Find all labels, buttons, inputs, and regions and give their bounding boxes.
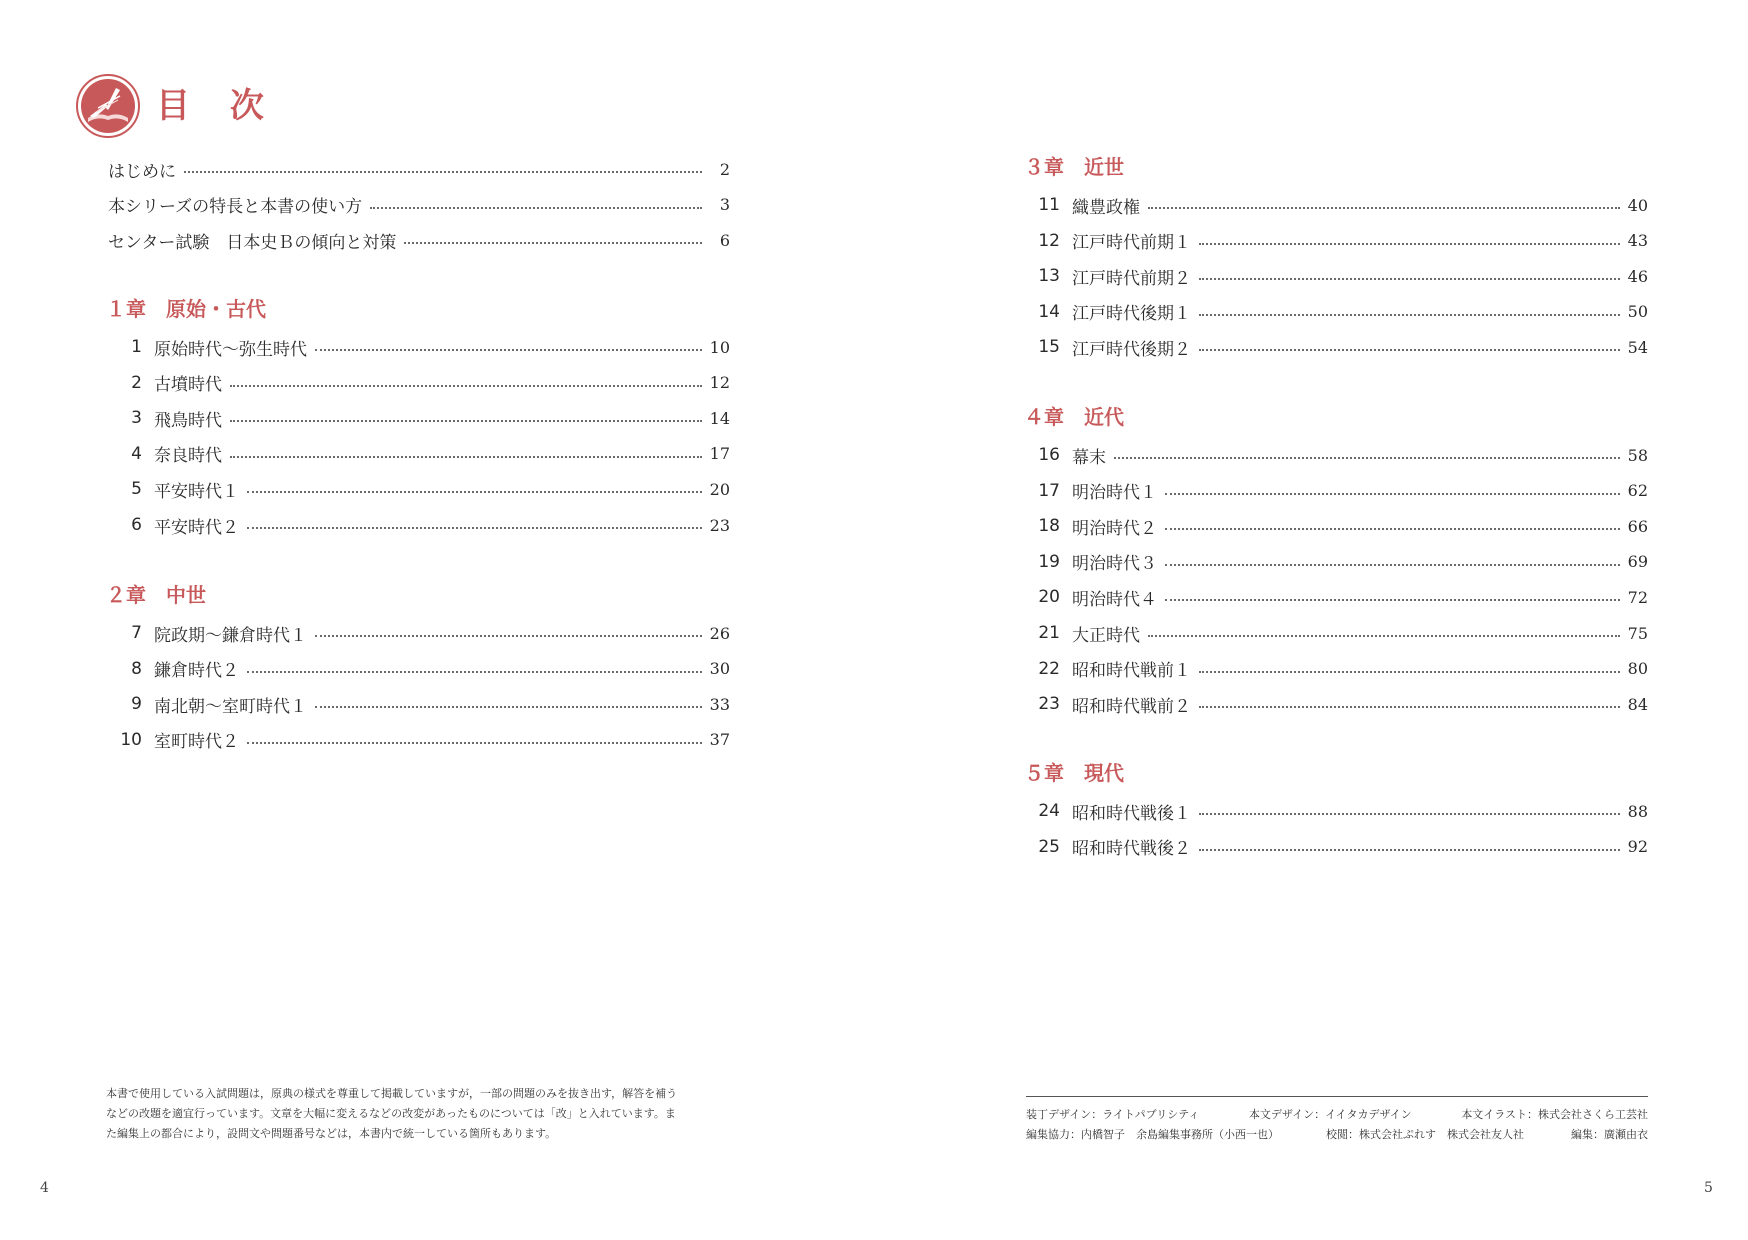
toc-entry-title: 織豊政権 — [1072, 197, 1140, 218]
toc-entry — [1026, 691, 1648, 717]
toc-entry-page: 33 — [709, 694, 730, 714]
chapter-heading: ３章 近世 — [1024, 155, 1124, 179]
chapter-heading: １章 原始・古代 — [106, 297, 266, 321]
toc-leader-dots — [404, 242, 702, 244]
toc-entry-page: 43 — [1627, 231, 1648, 251]
toc-leader-dots — [247, 491, 702, 493]
chapter-heading: ４章 近代 — [1024, 405, 1124, 429]
toc-leader-dots — [1148, 207, 1620, 209]
toc-entry-number: 15 — [1038, 337, 1060, 358]
toc-entry-page: 6 — [719, 230, 730, 250]
toc-entry-title: 南北朝〜室町時代１ — [154, 696, 307, 717]
toc-leader-dots — [315, 635, 702, 637]
toc-entry-page: 23 — [709, 515, 730, 535]
toc-entry-page: 3 — [719, 195, 730, 215]
toc-entry-number: 22 — [1038, 658, 1060, 679]
toc-entry-title: 奈良時代 — [154, 446, 222, 467]
toc-entry — [1026, 299, 1648, 325]
chapter-heading: ２章 中世 — [106, 583, 206, 607]
toc-entry-page: 72 — [1627, 587, 1648, 607]
credit-line — [1026, 1125, 1648, 1145]
toc-entry-title: 明治時代４ — [1072, 589, 1157, 610]
toc-entry-title: 院政期〜鎌倉時代１ — [154, 625, 307, 646]
toc-entry-number: 19 — [1038, 551, 1060, 572]
toc-entry — [1026, 334, 1648, 360]
toc-entry — [1026, 834, 1648, 860]
toc-entry-number: 1 — [131, 337, 142, 357]
toc-entry-page: 92 — [1627, 837, 1648, 857]
toc-leader-dots — [370, 207, 702, 209]
toc-entry — [108, 476, 730, 502]
toc-leader-dots — [1165, 599, 1620, 601]
chapter-heading: ５章 現代 — [1024, 761, 1124, 785]
toc-entry-number: 25 — [1038, 836, 1060, 857]
page-title: 目 次 — [156, 86, 278, 126]
credit-editorial-cooperation: 編集協力：内橋智子 余島編集事務所（小西一也） — [1026, 1128, 1279, 1141]
toc-entry — [1026, 478, 1648, 504]
toc-entry-title: 明治時代３ — [1072, 554, 1157, 575]
toc-entry-page: 80 — [1627, 659, 1648, 679]
toc-entry-page: 30 — [709, 659, 730, 679]
toc-entry — [108, 441, 730, 467]
toc-entry-number: 9 — [131, 694, 142, 715]
toc-entry — [1026, 656, 1648, 682]
toc-entry-number: 7 — [131, 623, 142, 643]
toc-entry-number: 2 — [131, 372, 142, 393]
toc-entry-title: 江戸時代後期２ — [1072, 339, 1191, 360]
toc-entry-number: 20 — [1038, 587, 1060, 608]
toc-entry-number: 8 — [131, 658, 142, 679]
toc-entry-title: 明治時代２ — [1072, 518, 1157, 539]
page-number-left: 4 — [40, 1180, 49, 1196]
credit-illustration: 本文イラスト：株式会社さくら工芸社 — [1461, 1108, 1648, 1121]
toc-entry-number: 6 — [131, 515, 142, 535]
toc-leader-dots — [1199, 813, 1620, 815]
toc-entry-title: 江戸時代前期１ — [1072, 233, 1191, 254]
toc-leader-dots — [247, 742, 702, 744]
toc-entry — [1026, 620, 1648, 646]
toc-entry-page: 20 — [709, 479, 730, 499]
toc-entry-title: 江戸時代後期１ — [1072, 304, 1191, 325]
toc-entry-page: 54 — [1627, 337, 1648, 357]
toc-entry-number: 24 — [1038, 801, 1060, 821]
toc-entry-page: 58 — [1627, 445, 1648, 465]
toc-entry-page: 62 — [1627, 481, 1648, 501]
toc-entry — [108, 656, 730, 682]
toc-entry-page: 84 — [1627, 694, 1648, 714]
book-quill-icon — [76, 74, 140, 138]
toc-entry-title: 昭和時代戦前１ — [1072, 661, 1191, 682]
toc-entry — [1026, 442, 1648, 468]
toc-entry — [1026, 263, 1648, 289]
toc-entry-number: 4 — [131, 443, 142, 464]
toc-entry-number: 3 — [131, 408, 142, 429]
toc-leader-dots — [247, 527, 702, 529]
note-line: 本書で使用している入試問題は，原典の様式を尊重して掲載していますが，一部の問題のみを抜き出す，解答を補う — [106, 1087, 678, 1100]
toc-entry-title: 古墳時代 — [154, 375, 222, 396]
toc-entry-title: 平安時代２ — [154, 517, 239, 538]
toc-entry-number: 21 — [1038, 623, 1060, 643]
toc-entry-number: 23 — [1038, 694, 1060, 715]
right-page — [874, 0, 1748, 1240]
toc-entry — [1026, 584, 1648, 610]
toc-entry-page: 69 — [1627, 552, 1648, 572]
note-line: た編集上の都合により，設問文や問題番号などは，本書内で統一している箇所もあります。 — [106, 1127, 557, 1140]
toc-entry-page: 10 — [709, 337, 730, 357]
toc-leader-dots — [315, 706, 702, 708]
page-number-right: 5 — [1704, 1180, 1713, 1196]
toc-entry-title: 平安時代１ — [154, 481, 239, 502]
toc-entry-page: 88 — [1627, 801, 1648, 821]
toc-entry — [108, 405, 730, 431]
toc-entry-title: 昭和時代戦後２ — [1072, 839, 1191, 860]
credit-body-design: 本文デザイン：イイタカデザイン — [1248, 1108, 1412, 1121]
toc-entry-number: 17 — [1038, 480, 1060, 501]
toc-leader-dots — [1165, 528, 1620, 530]
toc-leader-dots — [1199, 278, 1620, 280]
toc-entry-page: 2 — [719, 159, 730, 179]
toc-entry-page: 17 — [709, 444, 730, 464]
toc-leader-dots — [230, 456, 702, 458]
toc-leader-dots — [184, 171, 702, 173]
toc-entry-title: センター試験 日本史Ｂの傾向と対策 — [108, 232, 397, 253]
editorial-note — [106, 1084, 730, 1144]
toc-entry-number: 5 — [131, 479, 142, 500]
toc-entry — [1026, 798, 1648, 824]
toc-leader-dots — [1199, 849, 1620, 851]
toc-entry-page: 14 — [709, 408, 730, 428]
toc-leader-dots — [315, 349, 702, 351]
toc-leader-dots — [1148, 635, 1620, 637]
toc-entry — [108, 156, 730, 182]
toc-leader-dots — [1199, 671, 1620, 673]
toc-entry-number: 18 — [1038, 516, 1060, 537]
toc-entry-number: 13 — [1038, 266, 1060, 287]
toc-entry-page: 46 — [1627, 266, 1648, 286]
toc-entry-number: 12 — [1038, 230, 1060, 251]
toc-entry — [1026, 513, 1648, 539]
toc-entry-title: 飛鳥時代 — [154, 410, 222, 431]
credit-editor: 編集：廣瀬由衣 — [1571, 1128, 1648, 1141]
toc-entry — [108, 691, 730, 717]
toc-entry-page: 40 — [1627, 195, 1648, 215]
toc-entry — [108, 620, 730, 646]
toc-leader-dots — [1165, 564, 1620, 566]
toc-leader-dots — [1199, 349, 1620, 351]
credit-proofreading: 校閲：株式会社ぷれす 株式会社友人社 — [1326, 1128, 1524, 1141]
toc-entry-title: 幕末 — [1072, 447, 1106, 468]
toc-leader-dots — [230, 420, 702, 422]
toc-leader-dots — [1165, 493, 1620, 495]
toc-entry-number: 14 — [1038, 301, 1060, 322]
toc-leader-dots — [1199, 314, 1620, 316]
toc-entry-title: 大正時代 — [1072, 625, 1140, 646]
toc-entry — [1026, 549, 1648, 575]
toc-entry-number: 16 — [1038, 445, 1060, 465]
toc-entry — [108, 227, 730, 253]
toc-entry — [108, 334, 730, 360]
toc-entry-number: 11 — [1038, 195, 1060, 215]
toc-entry-title: 明治時代１ — [1072, 483, 1157, 504]
toc-entry — [108, 192, 730, 218]
toc-entry-title: 鎌倉時代２ — [154, 661, 239, 682]
toc-leader-dots — [230, 385, 702, 387]
toc-entry-title: 本シリーズの特長と本書の使い方 — [108, 197, 363, 218]
toc-entry-page: 26 — [709, 623, 730, 643]
toc-leader-dots — [247, 671, 702, 673]
toc-entry-title: 原始時代〜弥生時代 — [154, 339, 307, 360]
toc-entry-page: 12 — [709, 373, 730, 393]
toc-entry — [1026, 228, 1648, 254]
toc-entry-title: はじめに — [108, 161, 176, 182]
toc-entry-title: 室町時代２ — [154, 732, 239, 753]
toc-entry-number: 10 — [120, 729, 142, 750]
toc-heading — [76, 74, 278, 138]
toc-entry — [108, 512, 730, 538]
credit-cover-design: 装丁デザイン：ライトパブリシティ — [1026, 1108, 1200, 1121]
toc-entry — [108, 370, 730, 396]
credits-block — [1026, 1096, 1648, 1145]
toc-leader-dots — [1199, 706, 1620, 708]
toc-entry-page: 37 — [709, 730, 730, 750]
toc-entry-page: 66 — [1627, 516, 1648, 536]
toc-entry-page: 50 — [1627, 302, 1648, 322]
note-line: などの改題を適宜行っています。文章を大幅に変えるなどの改変があったものについては「改」と入れています。ま — [106, 1107, 676, 1120]
toc-entry-page: 75 — [1627, 623, 1648, 643]
toc-leader-dots — [1114, 457, 1620, 459]
credit-line — [1026, 1105, 1648, 1125]
toc-leader-dots — [1199, 243, 1620, 245]
toc-entry-title: 昭和時代戦前２ — [1072, 696, 1191, 717]
toc-entry-title: 江戸時代前期２ — [1072, 268, 1191, 289]
toc-entry-title: 昭和時代戦後１ — [1072, 803, 1191, 824]
toc-entry — [1026, 192, 1648, 218]
toc-entry — [108, 727, 730, 753]
